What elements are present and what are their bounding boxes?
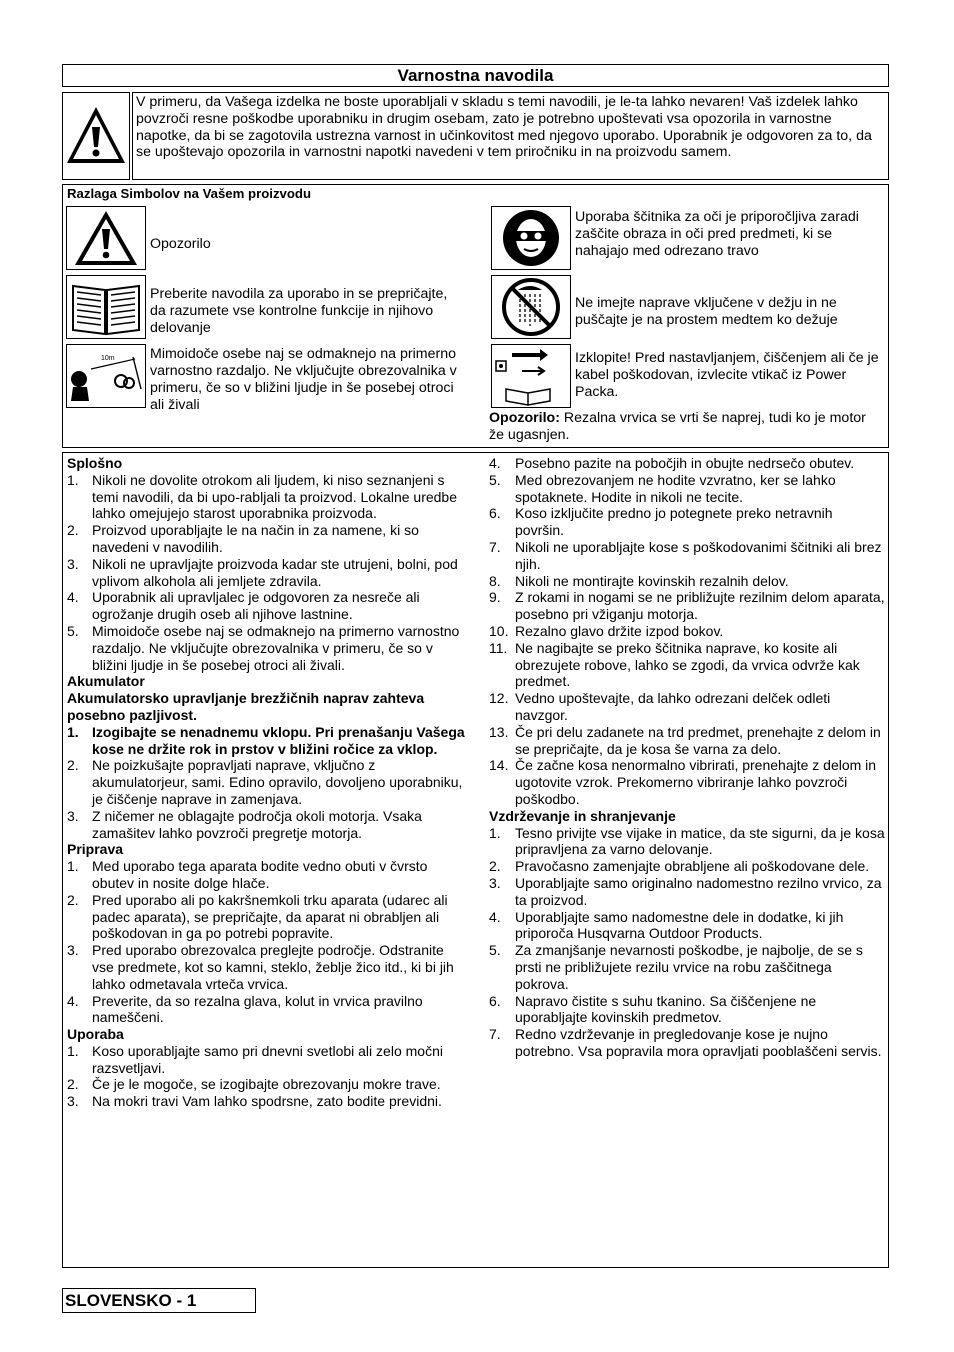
manual-icon xyxy=(66,275,146,339)
list-item-text: Rezalno glavo držite izpod bokov. xyxy=(515,622,724,639)
symbols-note-text: Rezalna vrvica se vrti še naprej, tudi ko je motor že ugasnjen. xyxy=(489,410,866,443)
instructions-right-column xyxy=(489,455,885,1060)
list-item-number: 5. xyxy=(489,942,501,959)
unplug-icon xyxy=(491,344,571,408)
list-item-text: Če je le mogoče, se izogibajte obrezovanju mokre trave. xyxy=(92,1076,441,1093)
list-item-number: 3. xyxy=(67,555,79,572)
list-item xyxy=(67,724,465,758)
list-item xyxy=(489,472,885,506)
list-item-number: 1. xyxy=(67,723,79,740)
instructions-left-column xyxy=(67,455,465,1110)
list-item-number: 3. xyxy=(67,807,79,824)
list-item-number: 2. xyxy=(67,1076,79,1093)
symbols-note xyxy=(489,410,884,444)
distance-label: 10m xyxy=(101,355,115,362)
list-item xyxy=(489,993,885,1027)
list-item-number: 6. xyxy=(489,505,501,522)
list-item-number: 4. xyxy=(67,589,79,606)
list-item-number: 5. xyxy=(489,471,501,488)
list-item-number: 10. xyxy=(489,622,509,639)
list-item-text: Pravočasno zamenjajte obrabljene ali poškodovane dele. xyxy=(515,858,870,875)
list-item xyxy=(489,640,885,690)
list-item xyxy=(489,757,885,807)
list-item-number: 2. xyxy=(67,757,79,774)
list-item-text: Uporabnik ali upravljalec je odgovoren za nesreče ali ogrožanje drugih oseb ali njihove lastnine. xyxy=(92,589,420,623)
bystander-distance-icon xyxy=(66,344,146,408)
list-item-number: 3. xyxy=(67,942,79,959)
list-item-number: 11. xyxy=(489,639,508,656)
intro-text: V primeru, da Vašega izdelka ne boste uporabljali v skladu s temi navodili, je le-ta lahko nevaren! Vaš izdelek lahko povzroči resne poškodbe uporabniku in drugim osebam, zato je potrebno upoštevati vsa opozorila in varnostne napotke, da bi se zagotovila ustrezna varnost in učinkovitost med njegovo uporabo. Uporabnik je odgovoren za to, da se upoštevajo opozorila in varnostni napotki navedeni v tem priročniku in na proizvodu samem. xyxy=(132,92,889,180)
list-item-text: Uporabljajte samo nadomestne dele in dodatke, ki jih priporoča Husqvarna Outdoor Products. xyxy=(515,908,844,942)
list-item xyxy=(489,1026,885,1060)
section-heading: Priprava xyxy=(67,841,124,858)
list-item xyxy=(489,724,885,758)
list-item xyxy=(67,522,465,556)
list-item-text: Posebno pazite na pobočjih in obujte nedrsečo obutev. xyxy=(515,455,855,471)
section-heading: Uporaba xyxy=(67,1026,124,1043)
warning-icon xyxy=(66,206,146,270)
list-item-text: Med uporabo tega aparata bodite vedno obuti v čvrsto obutev in nosite dolge hlače. xyxy=(92,858,428,891)
list-item-number: 1. xyxy=(67,1042,79,1059)
list-item-number: 1. xyxy=(489,824,501,841)
warning-icon xyxy=(62,92,130,180)
list-item-number: 2. xyxy=(489,858,501,875)
list-item-number: 9. xyxy=(489,589,501,606)
list-item-text: Izogibajte se nenadnemu vklopu. Pri prenašanju Vašega kose ne držite rok in prstov v bližini ročice za vklop. xyxy=(92,723,465,757)
list-item xyxy=(489,875,885,909)
symbols-heading: Razlaga Simbolov na Vašem proizvodu xyxy=(67,186,312,201)
list-item-number: 8. xyxy=(489,572,501,589)
list-item-text: Napravo čistite s suhu tkanino. Sa čiščenjene ne uporabljajte kovinskih predmetov. xyxy=(515,992,817,1026)
list-item-text: Uporabljajte samo originalno nadomestno rezilno vrvico, za ta proizvod. xyxy=(515,874,882,908)
list-item-text: Na mokri travi Vam lahko spodrsne, zato bodite previdni. xyxy=(92,1093,442,1110)
list-item-number: 14. xyxy=(489,757,509,774)
list-item-text: Pred uporabo obrezovalca preglejte področje. Odstranite vse predmete, kot so kamni, steklo, žeblje žico itd., ki bi jih lahko odmetavala vrteča vrvica. xyxy=(92,942,454,992)
list-item-number: 3. xyxy=(67,1093,79,1110)
list-item-number: 1. xyxy=(67,471,79,488)
list-item-text: Pred uporabo ali po kakršnemkoli trku aparata (udarec ali padec aparata), se prepričajte, da aparat ni obrabljen ali poškodovan in ga po potrebi popravite. xyxy=(92,891,448,942)
symbol-text-warning: Opozorilo xyxy=(150,236,211,252)
list-item-text: Koso izključite predno jo potegnete preko netravnih površin. xyxy=(515,505,833,539)
list-item-text: Koso uporabljajte samo pri dnevni svetlobi ali zelo močni razsvetljavi. xyxy=(92,1042,443,1076)
list-item xyxy=(489,455,885,472)
list-item-text: Nikoli ne uporabljajte kose s poškodovanimi ščitniki ali brez njih. xyxy=(515,538,882,572)
list-item-text: Z ničemer ne oblagajte področja okoli motorja. Vsaka zamašitev lahko povzroči pregretje motorja. xyxy=(92,807,422,841)
list-item xyxy=(67,892,465,942)
list-item-text: Z rokami in nogami se ne približujte rezilnim delom aparata, posebno pri vžiganju motorja. xyxy=(515,589,885,623)
list-item-number: 12. xyxy=(489,690,509,707)
list-item-number: 2. xyxy=(67,891,79,908)
symbols-note-label: Opozorilo: xyxy=(489,410,560,426)
list-item xyxy=(67,808,465,842)
list-item-text: Če začne kosa nenormalno vibrirati, prenehajte z delom in ugotovite vzrok. Prekomerno vibriranje lahko povzroči poškodbo. xyxy=(515,757,877,807)
list-item-number: 7. xyxy=(489,1026,501,1043)
symbol-text-unplug: Izklopite! Pred nastavljanjem, čiščenjem ali če je kabel poškodovan, izvlecite vtikač iz Power Packa. xyxy=(575,350,879,400)
list-item-number: 5. xyxy=(67,622,79,639)
list-item-number: 4. xyxy=(489,455,501,471)
list-item xyxy=(67,623,465,673)
list-item xyxy=(67,589,465,623)
list-item xyxy=(489,589,885,623)
list-item xyxy=(67,993,465,1027)
symbol-text-manual: Preberite navodila za uporabo in se prepričajte, da razumete vse kontrolne funkcije in njihovo delovanje xyxy=(150,286,448,336)
list-item-text: Preverite, da so rezalna glava, kolut in vrvica pravilno nameščeni. xyxy=(92,992,423,1026)
list-item-text: Proizvod uporabljajte le na način in za namene, ki so navedeni v navodilih. xyxy=(92,522,419,555)
list-item xyxy=(67,858,465,892)
symbol-text-rain: Ne imejte naprave vključene v dežju in ne puščajte je na prostem medtem ko dežuje xyxy=(575,295,838,328)
list-item xyxy=(67,757,465,807)
list-item xyxy=(489,573,885,590)
list-item xyxy=(67,1093,465,1110)
list-item-text: Nikoli ne dovolite otrokom ali ljudem, ki niso seznanjeni s temi navodili, da bi upo-rabljali ta proizvod. Lokalne uredbe lahko omejujejo starost uporabnika proizvoda. xyxy=(92,471,457,522)
symbol-text-bystanders: Mimoidoče osebe naj se odmaknejo na primerno varnostno razdaljo. Ne vključujte obrezovalnika v primeru, če so v bližini ljudje in še posebej otroci ali živali xyxy=(150,346,457,413)
list-item-text: Ne poizkušajte popravljati naprave, vključno z akumulatorjeur, sami. Edino opravilo, dovoljeno uporabniku, je čiščenje naprave in zamenjava. xyxy=(92,757,463,807)
list-item-number: 13. xyxy=(489,723,509,740)
list-item-text: Mimoidoče osebe naj se odmaknejo na primerno varnostno razdaljo. Ne vključujte obrezovalnika v primeru, če so v bližini ljudje in še posebej otroci ali živali. xyxy=(92,622,460,673)
list-item xyxy=(489,623,885,640)
eye-protection-icon xyxy=(491,206,571,270)
list-item xyxy=(489,858,885,875)
list-item xyxy=(67,472,465,522)
list-item-text: Nikoli ne upravljajte proizvoda kadar ste utrujeni, bolni, pod vplivom alkohola ali jemljete zdravila. xyxy=(92,555,458,589)
list-item xyxy=(67,942,465,992)
list-item-number: 7. xyxy=(489,538,501,555)
list-item-number: 6. xyxy=(489,992,501,1009)
no-rain-icon xyxy=(491,275,571,339)
list-item-number: 1. xyxy=(67,858,79,875)
section-subheading: Akumulatorsko upravljanje brezžičnih naprav zahteva posebno pazljivost. xyxy=(67,690,425,723)
list-item xyxy=(67,556,465,590)
list-item-number: 4. xyxy=(489,908,501,925)
page-title: Varnostna navodila xyxy=(62,64,889,87)
list-item-text: Nikoli ne montirajte kovinskih rezalnih delov. xyxy=(515,572,789,589)
list-item-number: 2. xyxy=(67,522,79,539)
list-item-number: 3. xyxy=(489,874,501,891)
list-item xyxy=(489,909,885,943)
list-item xyxy=(67,1043,465,1077)
list-item xyxy=(489,690,885,724)
list-item xyxy=(489,539,885,573)
list-item-text: Če pri delu zadanete na trd predmet, prenehajte z delom in se prepričajte, da je kosa še varna za delo. xyxy=(515,723,881,757)
symbols-section xyxy=(62,184,889,448)
list-item-text: Tesno privijte vse vijake in matice, da ste sigurni, da je kosa pripravljena za varno delovanje. xyxy=(515,824,885,858)
list-item-text: Vedno upoštevajte, da lahko odrezani delček odleti navzgor. xyxy=(515,690,831,723)
list-item xyxy=(67,1076,465,1093)
section-heading: Splošno xyxy=(67,455,123,471)
instructions-section xyxy=(62,452,889,1268)
list-item-text: Redno vzdrževanje in pregledovanje kose je nujno potrebno. Vsa popravila mora opravljati pooblaščeni servis. xyxy=(515,1026,882,1059)
list-item xyxy=(489,825,885,859)
page-footer: SLOVENSKO - 1 xyxy=(62,1288,256,1313)
section-heading: Vzdrževanje in shranjevanje xyxy=(489,807,676,824)
list-item-number: 4. xyxy=(67,992,79,1009)
list-item-text: Ne nagibajte se preko ščitnika naprave, ko kosite ali obrezujete robove, lahko se zgodi, da vrvica odvrže kak predmet. xyxy=(515,639,860,690)
symbol-text-eye: Uporaba ščitnika za oči je priporočljiva zaradi zaščite obraza in oči pred predmeti, ki se nahajajo med odrezano travo xyxy=(575,209,859,259)
list-item xyxy=(489,942,885,992)
list-item-text: Med obrezovanjem ne hodite vzvratno, ker se lahko spotaknete. Hodite in nikoli ne tecite. xyxy=(515,471,836,505)
list-item-text: Za zmanjšanje nevarnosti poškodbe, je najbolje, de se s prsti ne približujete rezilu vrvice na robu zaščitnega pokrova. xyxy=(515,942,863,992)
list-item xyxy=(489,505,885,539)
section-heading: Akumulator xyxy=(67,673,145,690)
